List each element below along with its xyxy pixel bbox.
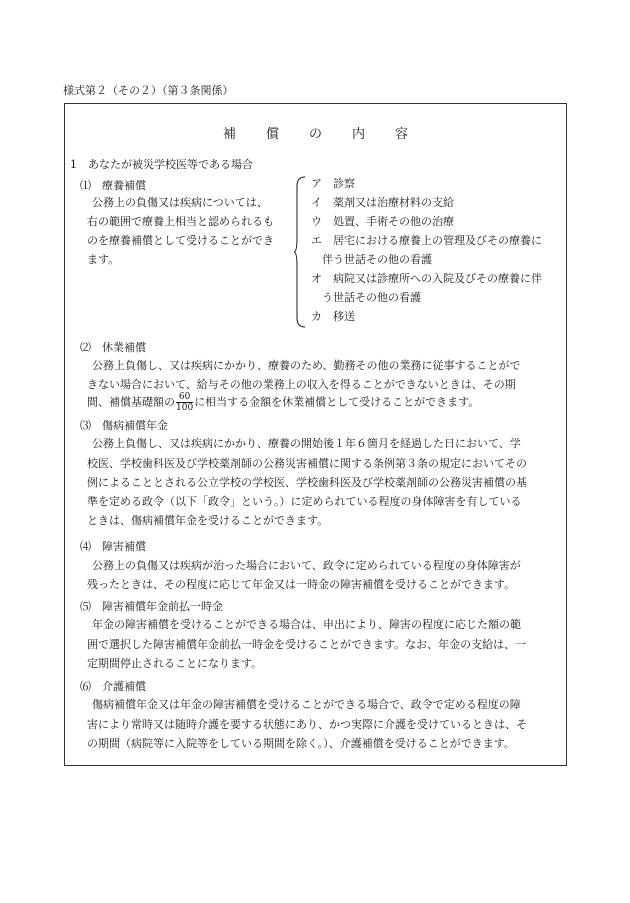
medical-item: イ 薬剤又は治療材料の支給: [311, 196, 454, 209]
page-title: [65, 123, 566, 142]
form-label: 様式第２（その２）（第３条関係）: [63, 84, 234, 97]
medical-item: ウ 処置、手術その他の治療: [311, 215, 454, 228]
sick-pension-line: ときは、傷病補償年金を受けることができます。: [87, 514, 329, 527]
medical-item: エ 居宅における療養上の管理及びその療養に: [311, 234, 542, 247]
medical-body: [92, 193, 268, 212]
care-line: の期間（病院等に入院等をしている期間を除く。）、介護補償を受けることができます。: [87, 737, 515, 750]
fraction: [176, 392, 193, 413]
medical-items-list: [311, 174, 542, 326]
care-line: 傷病補償年金又は年金の障害補償を受けることができる場合で、政令で定める程度の障: [92, 698, 521, 711]
leave-line-fraction: [87, 392, 479, 413]
sick-pension-body: [87, 454, 527, 530]
medical-item: ア 診察: [311, 177, 355, 190]
care-heading: ⑹ 介護補償: [80, 680, 146, 693]
fraction-denominator: 100: [176, 403, 194, 413]
sick-pension-heading: ⑶ 傷病補償年金: [80, 419, 168, 432]
disability-line: 残ったときは、その程度に応じて年金又は一時金の障害補償を受けることができます。: [87, 578, 516, 591]
medical-heading: ⑴ 療養補償: [80, 179, 146, 192]
sick-pension-line: 例によることとされる公立学校の学校医、学校歯科医及び学校薬剤師の公務災害補償の基: [87, 476, 527, 489]
content-box: [64, 103, 567, 766]
fraction-numerator: 60: [176, 392, 193, 403]
disability-line: 公務上の負傷又は疾病が治った場合において、政令に定められている程度の身体障害が: [92, 559, 521, 572]
title-char: 内: [352, 127, 366, 142]
brace-icon: [293, 176, 307, 328]
leave-heading: ⑵ 休業補償: [80, 341, 146, 354]
sick-pension-line: 準を定める政令（以下「政令」という。）に定められている程度の身体障害を有している: [87, 495, 522, 508]
title-char: 容: [395, 127, 409, 142]
medical-body-cont: [87, 212, 274, 269]
medical-item: オ 病院又は診療所への入院及びその療養に伴: [311, 272, 542, 285]
sick-pension-line: 校医、学校歯科医及び学校薬剤師の公務災害補償に関する条例第３条の規定においてその: [87, 457, 527, 470]
title-char: 償: [265, 127, 279, 142]
medical-item: 伴う世話その他の看護: [322, 253, 432, 266]
section1-heading: 1 あなたが被災学校医等である場合: [70, 158, 253, 171]
leave-line: 公務上負傷し、又は疾病にかかり、療養のため、勤務その他の業務に従事することがで: [92, 359, 521, 372]
medical-item: カ 移送: [311, 310, 355, 323]
advance-body: [87, 635, 526, 673]
medical-body-line: 右の範囲で療養上相当と認められるも: [87, 215, 274, 228]
title-char: 補: [222, 127, 236, 142]
care-body: [87, 715, 527, 753]
advance-line: 囲で選択した障害補償年金前払一時金を受けることができます。なお、年金の支給は、一: [87, 638, 527, 651]
medical-item: う世話その他の看護: [322, 291, 421, 304]
medical-body-line: ます。: [87, 253, 120, 266]
medical-body-line: のを療養補償として受けることができ: [87, 234, 274, 247]
advance-line: 定期間停止されることになります。: [87, 657, 263, 670]
leave-line: きない場合において、給与その他の業務上の収入を得ることができないときは、その期: [87, 378, 516, 391]
leave-line3-before: 間、補償基礎額の: [87, 395, 175, 409]
sick-pension-line: 公務上負傷し、又は疾病にかかり、療養の開始後１年６箇月を経過した日において、学: [92, 437, 521, 450]
advance-line: 年金の障害補償を受けることができる場合は、申出により、障害の程度に応じた額の範: [92, 618, 521, 631]
disability-heading: ⑷ 障害補償: [80, 540, 146, 553]
advance-heading: ⑸ 障害補償年金前払一時金: [80, 600, 223, 613]
title-char: の: [308, 127, 322, 142]
care-line: 害により常時又は随時介護を要する状態にあり、かつ実際に介護を受けているときは、そ: [87, 718, 527, 731]
leave-line3-after: に相当する金額を休業補償として受けることができます。: [194, 395, 480, 409]
medical-body-line: 公務上の負傷又は疾病については、: [92, 196, 268, 209]
